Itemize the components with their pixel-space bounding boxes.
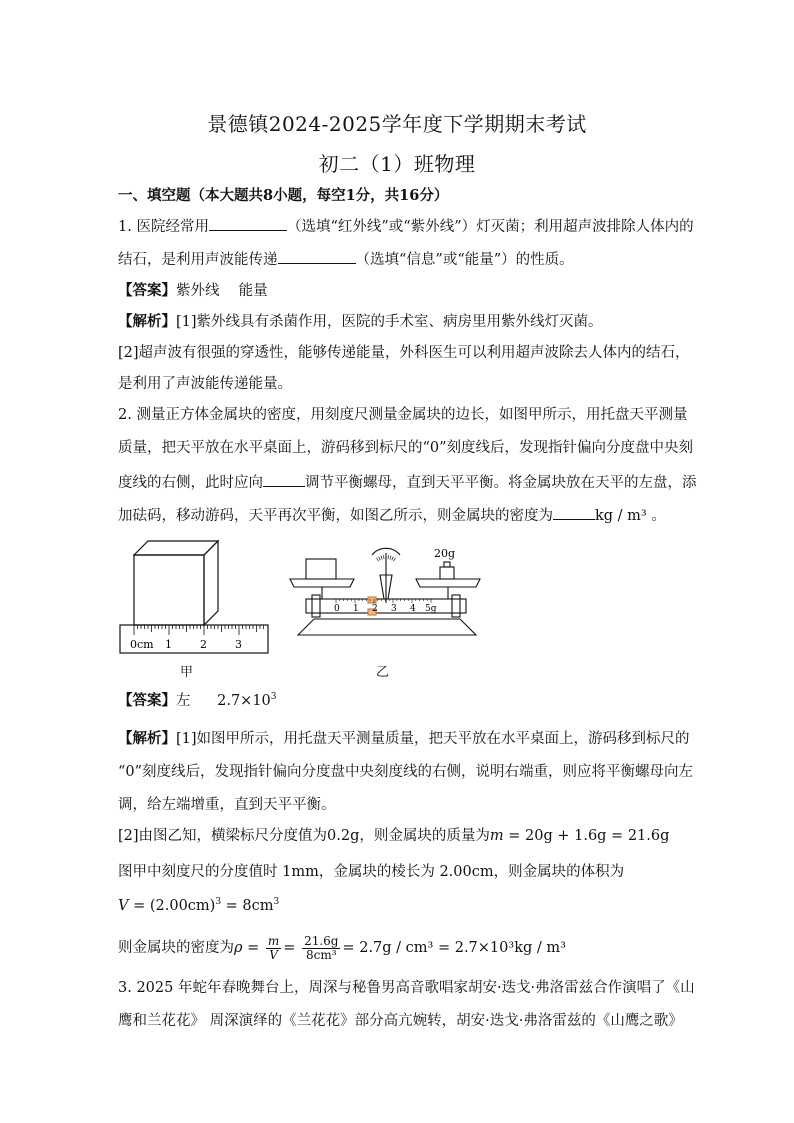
math-equation: = (2.00cm): [128, 898, 216, 914]
q1-text: （选填“红外线”或“紫外线”）灯灭菌；利用超声波排除人体内的: [286, 219, 694, 235]
fraction-m-over-v: [266, 935, 281, 962]
balance-nut-right: [452, 595, 460, 617]
dial-tick: [381, 556, 382, 560]
math-exponent: 3: [215, 897, 222, 908]
cube: [134, 541, 218, 625]
fraction-values: [302, 935, 340, 962]
fraction-denominator: 8cm³: [305, 947, 337, 962]
ruler-ticks: [134, 625, 264, 635]
answer-text-2: [217, 693, 276, 709]
page-title: 景德镇2024-2025学年度下学期期末考试: [207, 112, 587, 136]
ruler: [120, 625, 268, 653]
q2-line-4: [118, 504, 678, 526]
scale-tick-label-4: 4: [410, 604, 416, 614]
math-equation: = 2.7g / cm³ = 2.7×10³kg / m³: [342, 940, 566, 956]
scale-tick-label-0: 0: [334, 604, 340, 614]
scale-tick-label-3: 3: [391, 604, 397, 614]
q2-analysis-3: 调，给左端增重，直到天平平衡。: [118, 797, 336, 813]
cube-front-face: [134, 555, 204, 625]
fraction-numerator: m: [267, 933, 280, 948]
math-equation: = 8cm: [221, 898, 274, 914]
answer-value: 2.7×10: [217, 693, 271, 709]
analysis-text: [1]如图甲所示，用托盘天平测量质量，把天平放在水平桌面上，游码移到标尺的: [176, 731, 690, 747]
answer-exponent: 3: [270, 692, 277, 703]
q2-line-1: 2. 测量正方体金属块的密度，用刻度尺测量金属块的边长，如图甲所示，用托盘天平测量: [118, 407, 688, 423]
answer-tag: 【答案】: [118, 692, 176, 709]
right-pan: [416, 579, 480, 587]
rider-top: [368, 597, 376, 603]
dial-tick: [379, 557, 381, 561]
q1-analysis-2: [2]超声波有很强的穿透性，能够传递能量，外科医生可以利用超声波除去人体内的结石，: [118, 345, 690, 361]
scale-tick-label-2: 2: [372, 604, 378, 614]
analysis-tag: 【解析】: [118, 730, 176, 747]
cube-side-face: [204, 541, 218, 625]
q2-text: 度线的右侧，此时应向: [118, 475, 263, 491]
weight-knob: [444, 562, 450, 567]
math-equation: = 20g + 1.6g = 21.6g: [503, 828, 670, 844]
q2-analysis-5: 图甲中刻度尺的分度值时 1mm，金属块的棱长为 2.00cm，则金属块的体积为: [118, 864, 625, 880]
scale-ticks: [336, 599, 431, 603]
analysis-text: [1]紫外线具有杀菌作用，医院的手术室、病房里用紫外线灯灭菌。: [176, 314, 603, 330]
analysis-text: [2]由图乙知，横梁标尺分度值为0.2g，则金属块的质量为: [118, 828, 490, 844]
figure-cube-ruler: [118, 535, 278, 660]
dial-tick: [376, 558, 378, 561]
q1-analysis-1: [118, 312, 678, 332]
answer-tag: 【答案】: [118, 282, 176, 299]
q1-text: 1. 医院经常用: [118, 219, 209, 235]
q2-blank-1: [263, 471, 305, 487]
fraction-denominator: V: [269, 947, 278, 962]
q1-answer: [118, 281, 678, 301]
q2-line-2: 质量，把天平放在水平桌面上，游码移到标尺的“0”刻度线后，发现指针偏向分度盘中央刻: [118, 440, 694, 456]
weight-label: 20g: [434, 547, 456, 560]
dial-tick: [383, 555, 384, 559]
analysis-text: 则金属块的密度为: [118, 940, 234, 956]
page-subtitle: 初二（1）班物理: [318, 152, 476, 176]
q2-blank-2: [553, 504, 595, 520]
ruler-tick-label-0: 0cm: [130, 638, 154, 651]
scale-tick-label-1: 1: [353, 604, 359, 614]
ruler-tick-label-1: 1: [165, 638, 172, 651]
ruler-tick-label-2: 2: [200, 638, 207, 651]
fraction-numerator: 21.6g: [304, 933, 339, 948]
q2-analysis-4: [118, 826, 678, 846]
q3-line-2: 鹰和兰花花》 周深演绎的《兰花花》部分高亢婉转，胡安·迭戈·弗洛雷兹的《山鹰之歌》: [118, 1013, 683, 1029]
q2-analysis-7: 则金属块的密度为ρ = $\frac{m}{V}$ = $\frac{21.6g}{\text{8cm³}}$ = 2.7g / cm³ = 2.7×10³kg / m³: [118, 933, 566, 962]
math-exponent: 3: [273, 897, 280, 908]
q2-text: 调节平衡螺母，直到天平平衡。将金属块放在天平的左盘，添: [305, 475, 697, 491]
math-symbol-rho: ρ: [234, 940, 243, 956]
dial-tick: [390, 556, 391, 560]
balance-base: [298, 619, 476, 635]
q2-line-3: [118, 471, 697, 493]
analysis-tag: 【解析】: [118, 313, 176, 330]
ruler-tick-label-3: 3: [235, 638, 242, 651]
q1-line-1: [118, 215, 694, 237]
q2-analysis-2: “0”刻度线后，发现指针偏向分度盘中央刻度线的右侧，说明右端重，则应将平衡螺母向左: [118, 764, 694, 780]
section-heading: 一、填空题（本大题共8小题，每空1分，共16分）: [118, 187, 449, 204]
q1-line-2: [118, 248, 678, 270]
figure-caption-left: 甲: [180, 665, 194, 680]
dial-tick: [392, 557, 394, 561]
q1-analysis-3: 是利用了声波能传递能量。: [118, 376, 292, 392]
q1-blank-1: [209, 215, 287, 231]
q3-line-1: 3. 2025 年蛇年春晚舞台上，周深与秘鲁男高音歌唱家胡安·迭戈·弗洛雷兹合作演唱了《山: [118, 980, 695, 996]
math-symbol-m: m: [489, 828, 504, 844]
q2-unit: kg / m³ 。: [595, 508, 666, 524]
q2-analysis-6: [118, 896, 678, 916]
figure-balance: [284, 535, 494, 650]
q1-text: （选填“信息”或“能量”）的性质。: [355, 252, 574, 268]
math-symbol-v: V: [118, 898, 129, 914]
q2-answer: [118, 691, 678, 711]
scale-tick-label-5: 5g: [425, 604, 437, 614]
dial-tick: [393, 558, 395, 561]
dial-tick: [388, 555, 389, 559]
balance-nut-left: [312, 595, 320, 617]
left-pan: [290, 579, 354, 587]
q2-text: 加砝码，移动游码，天平再次平衡，如图乙所示，则金属块的密度为: [118, 508, 553, 524]
weight-20g: [440, 567, 454, 579]
answer-text-1: 左: [176, 693, 191, 709]
q1-text: 结石，是利用声波能传递: [118, 252, 278, 268]
q1-blank-2: [278, 248, 356, 264]
metal-block: [306, 559, 336, 579]
q2-analysis-1: [118, 729, 690, 749]
answer-text: 紫外线 能量: [176, 283, 268, 299]
figure-caption-right: 乙: [376, 665, 390, 680]
